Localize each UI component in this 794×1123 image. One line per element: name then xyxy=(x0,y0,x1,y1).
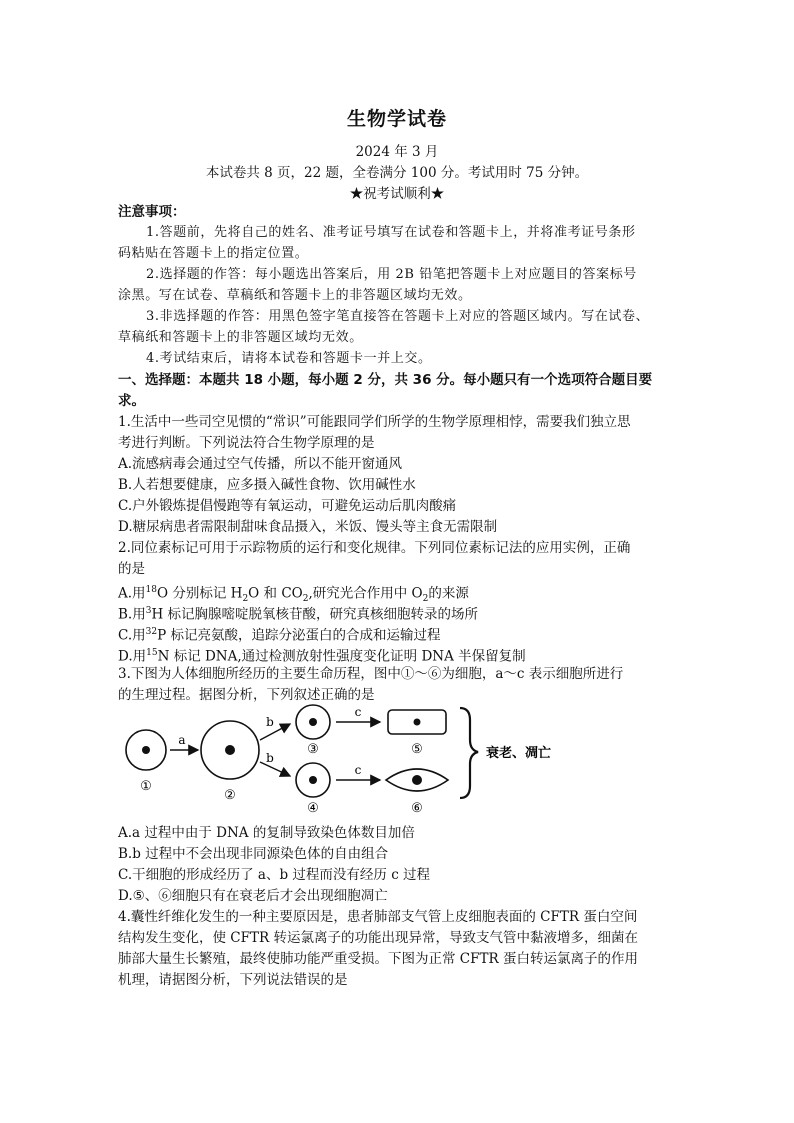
exam-date: 2024 年 3 月 xyxy=(355,144,439,160)
q2-option-a: A.用$^{18}$O 分别标记 $H_2O$ 和 $CO_2$,研究光合作用中 $O_2$的来源 xyxy=(118,585,469,605)
arrow-b-bottom-label: b xyxy=(266,751,274,765)
notice-item-4: 4.考试结束后，请将本试卷和答题卡一并上交。 xyxy=(146,351,432,366)
q2-stem-b: 的是 xyxy=(118,561,145,577)
q2-option-c: C.用$^{32}$P 标记亮氨酸，追踪分泌蛋白的合成和运输过程 xyxy=(118,627,441,644)
q4-stem-a: 4.囊性纤维化发生的一种主要原因是，患者肺部支气管上皮细胞表面的 CFTR 蛋白空间 xyxy=(118,909,638,925)
cell-4-label: ④ xyxy=(307,801,319,816)
q3-option-a: A.a 过程中由于 DNA 的复制导致染色体数目加倍 xyxy=(118,825,415,841)
cell-5-label: ⑤ xyxy=(411,742,423,757)
q1-option-b: B.人若想要健康，应多摄入碱性食物、饮用碱性水 xyxy=(118,477,416,493)
q2-option-d: D.用$^{15}$N 标记 DNA,通过检测放射性强度变化证明 DNA 半保留复制 xyxy=(118,648,526,665)
cell-1-nucleus xyxy=(142,746,150,754)
q3-option-b: B.b 过程中不会出现非同源染色体的自由组合 xyxy=(118,846,389,862)
notice-heading: 注意事项： xyxy=(118,204,186,220)
section1-heading-b: 求。 xyxy=(118,393,145,409)
arrow-b-top xyxy=(260,724,290,740)
q1-option-c: C.户外锻炼提倡慢跑等有氧运动，可避免运动后肌肉酸痛 xyxy=(118,498,457,514)
notice-item-1a: 1.答题前，先将自己的姓名、准考证号填写在试卷和答题卡上，并将准考证号条形 xyxy=(146,225,636,240)
cell-5-nucleus xyxy=(414,719,421,726)
q2-stem-a: 2.同位素标记可用于示踪物质的运行和变化规律。下列同位素标记法的应用实例，正确 xyxy=(118,540,631,556)
notice-item-3b: 草稿纸和答题卡上的非答题区域均无效。 xyxy=(118,330,363,345)
section1-heading-a: 一、选择题：本题共 18 小题，每小题 2 分，共 36 分。每小题只有一个选项符合题目要 xyxy=(118,372,653,388)
arrow-b-bottom xyxy=(260,762,290,776)
q4-stem-d: 机理，请据图分析，下列说法错误的是 xyxy=(118,972,348,988)
q4-stem-c: 肺部大量生长繁殖，最终使肺功能严重受损。下图为正常 CFTR 蛋白转运氯离子的作用 xyxy=(118,951,638,967)
cell-2-label: ② xyxy=(224,788,236,803)
exam-info: 本试卷共 8 页，22 题，全卷满分 100 分。考试用时 75 分钟。 xyxy=(205,165,589,181)
arrow-c-bottom-label: c xyxy=(354,763,362,777)
q3-stem-a: 3.下图为人体细胞所经历的主要生命历程，图中①～⑥为细胞，a～c 表示细胞所进行 xyxy=(118,666,624,682)
q1-stem-b: 考进行判断。下列说法符合生物学原理的是 xyxy=(118,435,375,451)
cell-4-nucleus xyxy=(309,776,317,784)
notice-item-3a: 3.非选择题的作答：用黑色签字笔直接答在答题卡上对应的答题区域内。写在试卷、 xyxy=(146,309,650,324)
q3-option-d: D.⑤、⑥细胞只有在衰老后才会出现细胞凋亡 xyxy=(118,888,388,904)
cell-lifecycle-diagram xyxy=(118,700,698,820)
notice-item-1b: 码粘贴在答题卡上的指定位置。 xyxy=(118,246,309,261)
cell-6-nucleus xyxy=(412,775,422,785)
cell-1-label: ① xyxy=(140,779,152,794)
arrow-b-top-label: b xyxy=(266,715,274,729)
exam-title: 生物学试卷 xyxy=(346,108,447,130)
result-label: 衰老、凋亡 xyxy=(486,746,552,761)
q4-stem-b: 结构发生变化，使 CFTR 转运氯离子的功能出现异常，导致支气管中黏液增多，细菌在 xyxy=(118,930,638,946)
q3-option-c: C.干细胞的形成经历了 a、b 过程而没有经历 c 过程 xyxy=(118,867,431,883)
brace xyxy=(460,708,478,798)
cell-2-nucleus xyxy=(225,745,235,755)
exam-wish: ★祝考试顺利★ xyxy=(349,186,445,202)
cell-3-label: ③ xyxy=(307,742,319,757)
notice-item-2b: 涂黑。写在试卷、草稿纸和答题卡上的非答题区域均无效。 xyxy=(118,288,472,303)
cell-6-label: ⑥ xyxy=(411,801,423,816)
q1-option-a: A.流感病毒会通过空气传播，所以不能开窗通风 xyxy=(118,456,403,472)
q3-stem-b: 的生理过程。据图分析，下列叙述正确的是 xyxy=(118,687,375,703)
arrow-c-top-label: c xyxy=(354,705,362,719)
notice-item-2a: 2.选择题的作答：每小题选出答案后，用 2B 铅笔把答题卡上对应题目的答案标号 xyxy=(146,267,637,282)
q1-option-d: D.糖尿病患者需限制甜味食品摄入，米饭、馒头等主食无需限制 xyxy=(118,519,498,535)
cell-3-nucleus xyxy=(309,718,317,726)
arrow-a-label: a xyxy=(178,733,186,747)
q1-stem-a: 1.生活中一些司空见惯的“常识”可能跟同学们所学的生物学原理相悖，需要我们独立思 xyxy=(118,414,631,430)
q2-option-b: B.用$^3$H 标记胸腺嘧啶脱氧核苷酸，研究真核细胞转录的场所 xyxy=(118,606,479,623)
